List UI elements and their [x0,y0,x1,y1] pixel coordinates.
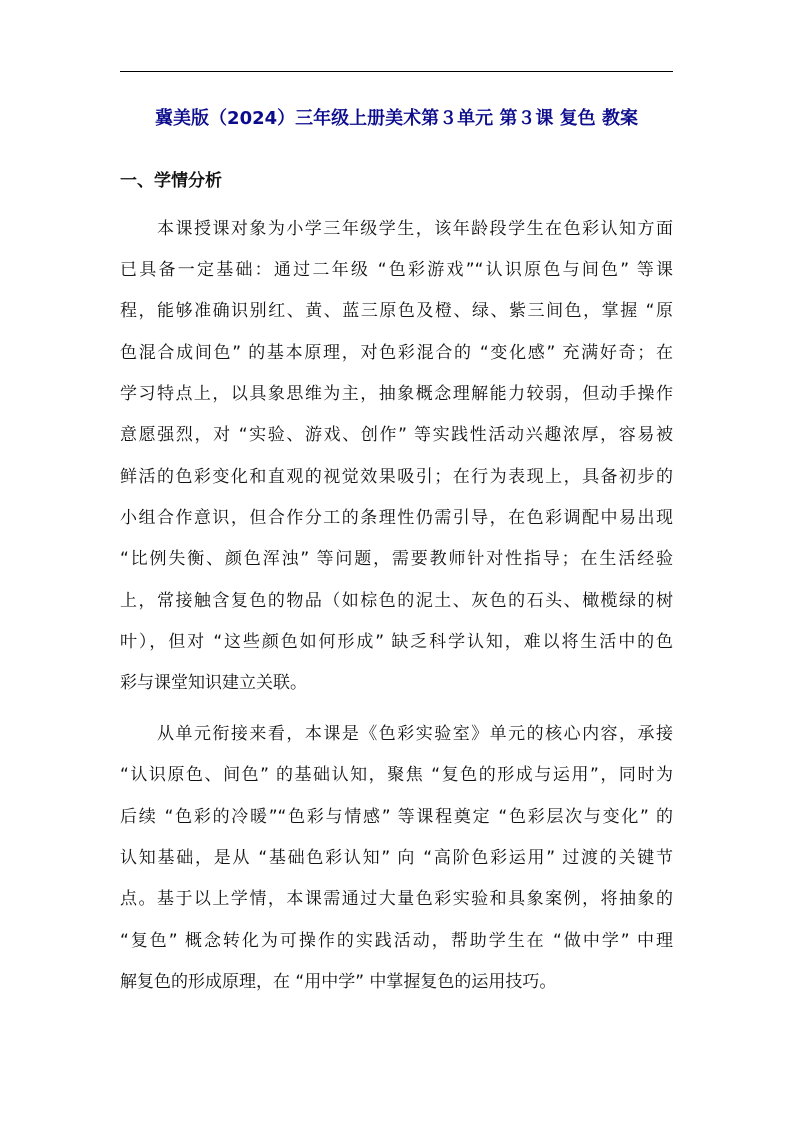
paragraph-line: 意愿强烈，对 “实验、游戏、创作” 等实践性活动兴趣浓厚，容易被 [120,425,673,445]
paragraph-line: 小组合作意识，但合作分工的条理性仍需引导，在色彩调配中易出现 [120,508,673,528]
document-title: 冀美版（2024）三年级上册美术第３单元 第３课 复色 教案 [155,108,638,129]
paragraph-line: 本课授课对象为小学三年级学生，该年龄段学生在色彩认知方面 [157,219,673,239]
paragraph-line: “比例失衡、颜色浑浊” 等问题，需要教师针对性指导；在生活经验 [120,549,673,569]
paragraph-line: 从单元衔接来看，本课是《色彩实验室》单元的核心内容，承接 [157,724,673,744]
paragraph-line: 后续 “色彩的冷暖”“色彩与情感” 等课程奠定 “色彩层次与变化” 的 [120,807,673,827]
paragraph-line: “认识原色、间色” 的基础认知，聚焦 “复色的形成与运用”，同时为 [120,765,673,785]
paragraph-line: 已具备一定基础：通过二年级 “色彩游戏”“认识原色与间色” 等课 [120,260,673,280]
paragraph-line: 鲜活的色彩变化和直观的视觉效果吸引；在行为表现上，具备初步的 [120,467,673,487]
section-heading: 一、学情分析 [120,171,222,191]
paragraph-line: 点。基于以上学情，本课需通过大量色彩实验和具象案例，将抽象的 [120,889,673,909]
header-rule [120,71,673,72]
paragraph-line: 学习特点上，以具象思维为主，抽象概念理解能力较弱，但动手操作 [120,384,673,404]
paragraph-line: 叶），但对 “这些颜色如何形成” 缺乏科学认知，难以将生活中的色 [120,632,673,652]
paragraph-line: 上，常接触含复色的物品（如棕色的泥土、灰色的石头、橄榄绿的树 [120,591,673,611]
paragraph-line: 程，能够准确识别红、黄、蓝三原色及橙、绿、紫三间色，掌握 “原 [120,301,673,321]
paragraph-line: 彩与课堂知识建立关联。 [120,673,307,693]
paragraph-line: 色混合成间色” 的基本原理，对色彩混合的 “变化感” 充满好奇；在 [120,343,673,363]
paragraph-line: 解复色的形成原理，在 “用中学” 中掌握复色的运用技巧。 [120,972,557,992]
paragraph-line: 认知基础，是从 “基础色彩认知” 向 “高阶色彩运用” 过渡的关键节 [120,848,673,868]
paragraph-line: “复色” 概念转化为可操作的实践活动，帮助学生在 “做中学” 中理 [120,931,673,951]
